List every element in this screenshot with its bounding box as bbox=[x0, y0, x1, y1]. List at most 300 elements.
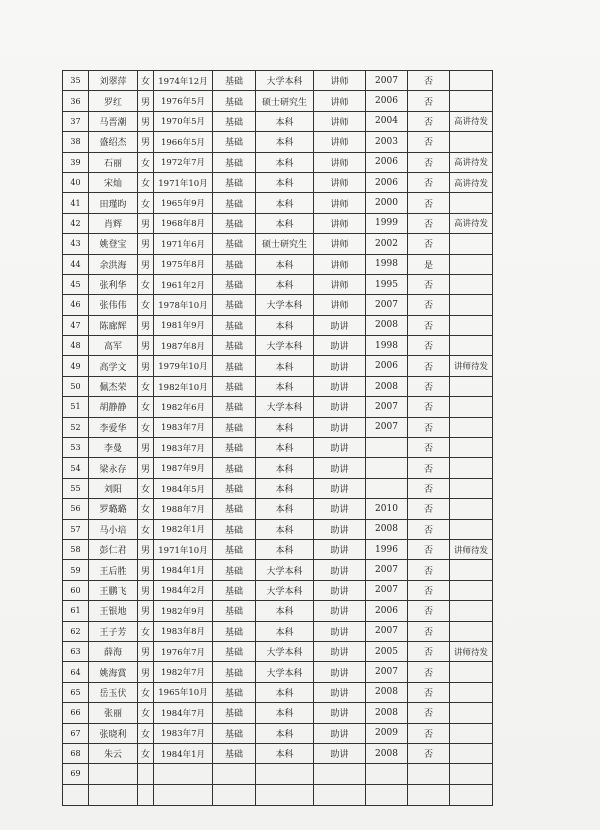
cell-row-number: 50 bbox=[63, 376, 89, 396]
cell-birth-date: 1971年6月 bbox=[154, 234, 213, 254]
table-row bbox=[63, 315, 493, 335]
cell-staff-sex: 男 bbox=[138, 641, 154, 661]
cell-staff-name: 宋灿 bbox=[89, 172, 138, 192]
cell-education: 本科 bbox=[256, 111, 314, 131]
cell-education: 本科 bbox=[256, 193, 314, 213]
cell-education: 大学本科 bbox=[256, 336, 314, 356]
cell-job-title: 助讲 bbox=[314, 336, 366, 356]
cell-note bbox=[450, 580, 493, 600]
cell-staff-sex: 女 bbox=[138, 499, 154, 519]
cell-row-number: 58 bbox=[63, 539, 89, 559]
cell-flag: 否 bbox=[408, 539, 450, 559]
cell-staff-sex: 男 bbox=[138, 336, 154, 356]
staff-table bbox=[62, 70, 493, 806]
cell-flag: 否 bbox=[408, 580, 450, 600]
cell-birth-date: 1966年5月 bbox=[154, 132, 213, 152]
cell-note bbox=[450, 91, 493, 111]
cell-flag: 否 bbox=[408, 682, 450, 702]
cell-year: 2008 bbox=[366, 376, 408, 396]
cell-row-number: 42 bbox=[63, 213, 89, 233]
cell-department: 基础 bbox=[213, 478, 256, 498]
cell-row-number: 69 bbox=[63, 764, 89, 784]
cell-flag: 否 bbox=[408, 662, 450, 682]
cell-year bbox=[366, 784, 408, 805]
cell-staff-name: 佩杰荣 bbox=[89, 376, 138, 396]
cell-year: 2007 bbox=[366, 295, 408, 315]
cell-note bbox=[450, 743, 493, 763]
cell-staff-name: 罗红 bbox=[89, 91, 138, 111]
cell-year: 2006 bbox=[366, 356, 408, 376]
cell-job-title: 讲师 bbox=[314, 274, 366, 294]
cell-row-number: 57 bbox=[63, 519, 89, 539]
table-row bbox=[63, 580, 493, 600]
cell-birth-date bbox=[154, 764, 213, 784]
cell-birth-date: 1979年10月 bbox=[154, 356, 213, 376]
cell-staff-name: 张丽 bbox=[89, 703, 138, 723]
cell-birth-date: 1987年9月 bbox=[154, 458, 213, 478]
cell-staff-name bbox=[89, 784, 138, 805]
cell-birth-date: 1965年10月 bbox=[154, 682, 213, 702]
table-row bbox=[63, 539, 493, 559]
table-row bbox=[63, 519, 493, 539]
table-row bbox=[63, 743, 493, 763]
cell-birth-date: 1984年1月 bbox=[154, 560, 213, 580]
cell-job-title: 讲师 bbox=[314, 193, 366, 213]
cell-staff-name: 彭仁君 bbox=[89, 539, 138, 559]
cell-row-number: 40 bbox=[63, 172, 89, 192]
cell-department: 基础 bbox=[213, 213, 256, 233]
cell-flag: 否 bbox=[408, 703, 450, 723]
cell-department: 基础 bbox=[213, 254, 256, 274]
cell-department: 基础 bbox=[213, 91, 256, 111]
cell-flag: 是 bbox=[408, 254, 450, 274]
table-row bbox=[63, 560, 493, 580]
table-row bbox=[63, 132, 493, 152]
cell-staff-sex: 女 bbox=[138, 723, 154, 743]
cell-flag: 否 bbox=[408, 397, 450, 417]
cell-row-number: 60 bbox=[63, 580, 89, 600]
cell-job-title: 讲师 bbox=[314, 71, 366, 91]
cell-row-number: 52 bbox=[63, 417, 89, 437]
cell-year: 1999 bbox=[366, 213, 408, 233]
table-row bbox=[63, 682, 493, 702]
cell-education: 大学本科 bbox=[256, 71, 314, 91]
cell-staff-name: 刘翠萍 bbox=[89, 71, 138, 91]
cell-staff-name: 薛海 bbox=[89, 641, 138, 661]
cell-note bbox=[450, 499, 493, 519]
cell-staff-name: 高军 bbox=[89, 336, 138, 356]
cell-job-title: 助讲 bbox=[314, 397, 366, 417]
cell-row-number: 63 bbox=[63, 641, 89, 661]
cell-education: 大学本科 bbox=[256, 295, 314, 315]
cell-department: 基础 bbox=[213, 743, 256, 763]
cell-row-number: 41 bbox=[63, 193, 89, 213]
cell-staff-sex: 女 bbox=[138, 703, 154, 723]
cell-note: 讲师待发 bbox=[450, 539, 493, 559]
cell-department bbox=[213, 784, 256, 805]
cell-staff-name: 张晓利 bbox=[89, 723, 138, 743]
cell-job-title: 讲师 bbox=[314, 254, 366, 274]
cell-year: 1998 bbox=[366, 336, 408, 356]
cell-education: 大学本科 bbox=[256, 560, 314, 580]
table-row bbox=[63, 621, 493, 641]
cell-flag: 否 bbox=[408, 152, 450, 172]
cell-job-title bbox=[314, 764, 366, 784]
cell-birth-date: 1982年6月 bbox=[154, 397, 213, 417]
cell-row-number: 37 bbox=[63, 111, 89, 131]
cell-staff-sex: 男 bbox=[138, 213, 154, 233]
cell-education: 本科 bbox=[256, 376, 314, 396]
cell-job-title: 助讲 bbox=[314, 560, 366, 580]
cell-job-title: 助讲 bbox=[314, 703, 366, 723]
cell-job-title bbox=[314, 784, 366, 805]
cell-staff-sex: 男 bbox=[138, 111, 154, 131]
cell-education: 本科 bbox=[256, 458, 314, 478]
table-row bbox=[63, 376, 493, 396]
cell-education: 本科 bbox=[256, 519, 314, 539]
table-row bbox=[63, 336, 493, 356]
cell-note: 高讲待发 bbox=[450, 172, 493, 192]
cell-job-title: 讲师 bbox=[314, 111, 366, 131]
cell-flag: 否 bbox=[408, 356, 450, 376]
table-row bbox=[63, 601, 493, 621]
cell-flag: 否 bbox=[408, 91, 450, 111]
cell-birth-date: 1961年2月 bbox=[154, 274, 213, 294]
cell-note: 讲师待发 bbox=[450, 356, 493, 376]
cell-year: 2008 bbox=[366, 315, 408, 335]
table-row bbox=[63, 764, 493, 784]
cell-note bbox=[450, 682, 493, 702]
cell-staff-sex: 女 bbox=[138, 397, 154, 417]
cell-staff-sex: 男 bbox=[138, 560, 154, 580]
table-row bbox=[63, 213, 493, 233]
cell-note bbox=[450, 519, 493, 539]
cell-job-title: 助讲 bbox=[314, 641, 366, 661]
cell-department: 基础 bbox=[213, 234, 256, 254]
cell-birth-date: 1975年8月 bbox=[154, 254, 213, 274]
cell-flag: 否 bbox=[408, 723, 450, 743]
cell-flag: 否 bbox=[408, 376, 450, 396]
cell-education: 本科 bbox=[256, 682, 314, 702]
cell-staff-name: 刘阳 bbox=[89, 478, 138, 498]
cell-flag: 否 bbox=[408, 315, 450, 335]
cell-birth-date: 1984年2月 bbox=[154, 580, 213, 600]
cell-education: 本科 bbox=[256, 438, 314, 458]
cell-flag: 否 bbox=[408, 641, 450, 661]
cell-job-title: 助讲 bbox=[314, 315, 366, 335]
cell-staff-sex: 女 bbox=[138, 295, 154, 315]
cell-flag: 否 bbox=[408, 234, 450, 254]
cell-year: 2002 bbox=[366, 234, 408, 254]
cell-job-title: 讲师 bbox=[314, 91, 366, 111]
cell-year: 2007 bbox=[366, 662, 408, 682]
cell-department: 基础 bbox=[213, 621, 256, 641]
cell-education: 本科 bbox=[256, 172, 314, 192]
table-row bbox=[63, 254, 493, 274]
cell-flag: 否 bbox=[408, 519, 450, 539]
cell-year bbox=[366, 764, 408, 784]
cell-staff-name: 余洪海 bbox=[89, 254, 138, 274]
cell-row-number: 67 bbox=[63, 723, 89, 743]
table-row bbox=[63, 438, 493, 458]
cell-birth-date: 1983年7月 bbox=[154, 417, 213, 437]
cell-education: 本科 bbox=[256, 356, 314, 376]
table-row bbox=[63, 172, 493, 192]
cell-staff-sex: 男 bbox=[138, 91, 154, 111]
cell-year: 2006 bbox=[366, 152, 408, 172]
cell-note bbox=[450, 417, 493, 437]
cell-education: 本科 bbox=[256, 621, 314, 641]
cell-department: 基础 bbox=[213, 193, 256, 213]
cell-row-number: 38 bbox=[63, 132, 89, 152]
cell-department: 基础 bbox=[213, 641, 256, 661]
table-row bbox=[63, 723, 493, 743]
cell-education bbox=[256, 784, 314, 805]
cell-department: 基础 bbox=[213, 703, 256, 723]
cell-birth-date: 1971年10月 bbox=[154, 172, 213, 192]
cell-job-title: 助讲 bbox=[314, 621, 366, 641]
cell-birth-date: 1984年7月 bbox=[154, 703, 213, 723]
cell-education: 本科 bbox=[256, 539, 314, 559]
cell-staff-name: 王子芳 bbox=[89, 621, 138, 641]
cell-birth-date: 1983年8月 bbox=[154, 621, 213, 641]
cell-staff-sex: 女 bbox=[138, 478, 154, 498]
cell-note bbox=[450, 560, 493, 580]
cell-education: 硕士研究生 bbox=[256, 91, 314, 111]
cell-note bbox=[450, 71, 493, 91]
cell-job-title: 助讲 bbox=[314, 539, 366, 559]
cell-job-title: 讲师 bbox=[314, 152, 366, 172]
cell-job-title: 助讲 bbox=[314, 662, 366, 682]
cell-staff-sex: 女 bbox=[138, 172, 154, 192]
cell-job-title: 讲师 bbox=[314, 213, 366, 233]
cell-staff-sex bbox=[138, 764, 154, 784]
cell-staff-sex: 女 bbox=[138, 682, 154, 702]
cell-job-title: 讲师 bbox=[314, 295, 366, 315]
cell-department: 基础 bbox=[213, 662, 256, 682]
cell-note bbox=[450, 254, 493, 274]
cell-job-title: 助讲 bbox=[314, 478, 366, 498]
cell-staff-sex: 男 bbox=[138, 356, 154, 376]
table-row bbox=[63, 703, 493, 723]
cell-job-title: 助讲 bbox=[314, 601, 366, 621]
cell-flag: 否 bbox=[408, 458, 450, 478]
cell-flag: 否 bbox=[408, 274, 450, 294]
cell-note bbox=[450, 662, 493, 682]
cell-department: 基础 bbox=[213, 438, 256, 458]
table-row bbox=[63, 417, 493, 437]
cell-year: 2007 bbox=[366, 397, 408, 417]
cell-note bbox=[450, 703, 493, 723]
cell-row-number: 65 bbox=[63, 682, 89, 702]
cell-note bbox=[450, 234, 493, 254]
cell-staff-name: 马晋潮 bbox=[89, 111, 138, 131]
cell-row-number: 49 bbox=[63, 356, 89, 376]
cell-job-title: 助讲 bbox=[314, 376, 366, 396]
cell-year: 2010 bbox=[366, 499, 408, 519]
cell-staff-sex: 女 bbox=[138, 71, 154, 91]
cell-staff-name: 石丽 bbox=[89, 152, 138, 172]
cell-staff-sex: 男 bbox=[138, 254, 154, 274]
cell-row-number: 35 bbox=[63, 71, 89, 91]
cell-department: 基础 bbox=[213, 682, 256, 702]
cell-job-title: 助讲 bbox=[314, 356, 366, 376]
cell-staff-name: 李曼 bbox=[89, 438, 138, 458]
cell-education: 本科 bbox=[256, 315, 314, 335]
cell-birth-date: 1972年7月 bbox=[154, 152, 213, 172]
cell-job-title: 助讲 bbox=[314, 580, 366, 600]
cell-note bbox=[450, 132, 493, 152]
cell-department: 基础 bbox=[213, 499, 256, 519]
cell-row-number: 68 bbox=[63, 743, 89, 763]
cell-year: 2006 bbox=[366, 172, 408, 192]
cell-staff-name: 张利华 bbox=[89, 274, 138, 294]
cell-staff-sex: 男 bbox=[138, 539, 154, 559]
cell-staff-sex: 女 bbox=[138, 621, 154, 641]
cell-birth-date: 1987年8月 bbox=[154, 336, 213, 356]
cell-row-number: 56 bbox=[63, 499, 89, 519]
cell-note bbox=[450, 621, 493, 641]
cell-flag: 否 bbox=[408, 417, 450, 437]
cell-note bbox=[450, 723, 493, 743]
cell-row-number: 47 bbox=[63, 315, 89, 335]
cell-department: 基础 bbox=[213, 274, 256, 294]
cell-year: 2007 bbox=[366, 580, 408, 600]
cell-department: 基础 bbox=[213, 560, 256, 580]
table-row bbox=[63, 91, 493, 111]
table-row bbox=[63, 641, 493, 661]
cell-birth-date: 1984年5月 bbox=[154, 478, 213, 498]
cell-staff-name: 姚登宝 bbox=[89, 234, 138, 254]
cell-education: 本科 bbox=[256, 417, 314, 437]
cell-education: 本科 bbox=[256, 723, 314, 743]
cell-birth-date bbox=[154, 784, 213, 805]
cell-job-title: 助讲 bbox=[314, 743, 366, 763]
cell-department: 基础 bbox=[213, 376, 256, 396]
cell-note: 高讲待发 bbox=[450, 152, 493, 172]
cell-row-number: 36 bbox=[63, 91, 89, 111]
cell-education: 大学本科 bbox=[256, 641, 314, 661]
cell-flag: 否 bbox=[408, 172, 450, 192]
cell-department: 基础 bbox=[213, 723, 256, 743]
cell-note bbox=[450, 336, 493, 356]
cell-flag bbox=[408, 764, 450, 784]
cell-row-number: 61 bbox=[63, 601, 89, 621]
cell-birth-date: 1976年5月 bbox=[154, 91, 213, 111]
table-row bbox=[63, 662, 493, 682]
cell-flag: 否 bbox=[408, 71, 450, 91]
cell-education: 本科 bbox=[256, 152, 314, 172]
table-row bbox=[63, 152, 493, 172]
cell-staff-sex: 女 bbox=[138, 152, 154, 172]
cell-department: 基础 bbox=[213, 336, 256, 356]
cell-year bbox=[366, 478, 408, 498]
cell-note bbox=[450, 315, 493, 335]
cell-department: 基础 bbox=[213, 172, 256, 192]
cell-year: 2007 bbox=[366, 621, 408, 641]
cell-education: 硕士研究生 bbox=[256, 234, 314, 254]
cell-education: 大学本科 bbox=[256, 662, 314, 682]
cell-staff-name: 王银地 bbox=[89, 601, 138, 621]
cell-job-title: 助讲 bbox=[314, 682, 366, 702]
cell-department: 基础 bbox=[213, 152, 256, 172]
cell-flag bbox=[408, 784, 450, 805]
table-row bbox=[63, 295, 493, 315]
cell-birth-date: 1984年1月 bbox=[154, 743, 213, 763]
cell-department: 基础 bbox=[213, 601, 256, 621]
cell-birth-date: 1965年9月 bbox=[154, 193, 213, 213]
cell-note bbox=[450, 295, 493, 315]
cell-education: 本科 bbox=[256, 499, 314, 519]
cell-staff-name: 高学文 bbox=[89, 356, 138, 376]
cell-education: 本科 bbox=[256, 743, 314, 763]
cell-education: 大学本科 bbox=[256, 397, 314, 417]
cell-education: 本科 bbox=[256, 274, 314, 294]
cell-staff-name: 盛绍杰 bbox=[89, 132, 138, 152]
cell-department: 基础 bbox=[213, 417, 256, 437]
cell-job-title: 讲师 bbox=[314, 172, 366, 192]
table-row bbox=[63, 274, 493, 294]
cell-department: 基础 bbox=[213, 315, 256, 335]
cell-year: 2007 bbox=[366, 71, 408, 91]
cell-staff-name: 朱云 bbox=[89, 743, 138, 763]
cell-staff-name: 张伟伟 bbox=[89, 295, 138, 315]
cell-staff-sex: 男 bbox=[138, 132, 154, 152]
cell-staff-name: 马小培 bbox=[89, 519, 138, 539]
cell-note bbox=[450, 376, 493, 396]
cell-department: 基础 bbox=[213, 111, 256, 131]
cell-staff-name bbox=[89, 764, 138, 784]
cell-job-title: 助讲 bbox=[314, 417, 366, 437]
cell-staff-name: 王后胜 bbox=[89, 560, 138, 580]
cell-staff-sex: 女 bbox=[138, 193, 154, 213]
cell-staff-name: 陈廊辉 bbox=[89, 315, 138, 335]
cell-staff-name: 岳玉伏 bbox=[89, 682, 138, 702]
cell-education: 本科 bbox=[256, 213, 314, 233]
cell-staff-sex: 女 bbox=[138, 519, 154, 539]
cell-staff-sex: 女 bbox=[138, 274, 154, 294]
cell-staff-name: 梁永存 bbox=[89, 458, 138, 478]
cell-birth-date: 1988年7月 bbox=[154, 499, 213, 519]
cell-year: 2000 bbox=[366, 193, 408, 213]
cell-year: 2008 bbox=[366, 703, 408, 723]
cell-education: 本科 bbox=[256, 132, 314, 152]
cell-birth-date: 1968年8月 bbox=[154, 213, 213, 233]
cell-birth-date: 1970年5月 bbox=[154, 111, 213, 131]
cell-staff-sex: 男 bbox=[138, 438, 154, 458]
cell-flag: 否 bbox=[408, 499, 450, 519]
cell-department: 基础 bbox=[213, 458, 256, 478]
cell-note bbox=[450, 784, 493, 805]
cell-flag: 否 bbox=[408, 111, 450, 131]
cell-flag: 否 bbox=[408, 193, 450, 213]
cell-row-number: 39 bbox=[63, 152, 89, 172]
cell-note: 讲师待发 bbox=[450, 641, 493, 661]
cell-department: 基础 bbox=[213, 539, 256, 559]
cell-note bbox=[450, 458, 493, 478]
cell-year bbox=[366, 458, 408, 478]
cell-year: 2006 bbox=[366, 601, 408, 621]
cell-year bbox=[366, 438, 408, 458]
cell-flag: 否 bbox=[408, 743, 450, 763]
cell-birth-date: 1976年7月 bbox=[154, 641, 213, 661]
cell-row-number: 62 bbox=[63, 621, 89, 641]
cell-year: 2006 bbox=[366, 91, 408, 111]
cell-staff-sex: 男 bbox=[138, 662, 154, 682]
cell-row-number: 59 bbox=[63, 560, 89, 580]
cell-note bbox=[450, 274, 493, 294]
cell-flag: 否 bbox=[408, 478, 450, 498]
